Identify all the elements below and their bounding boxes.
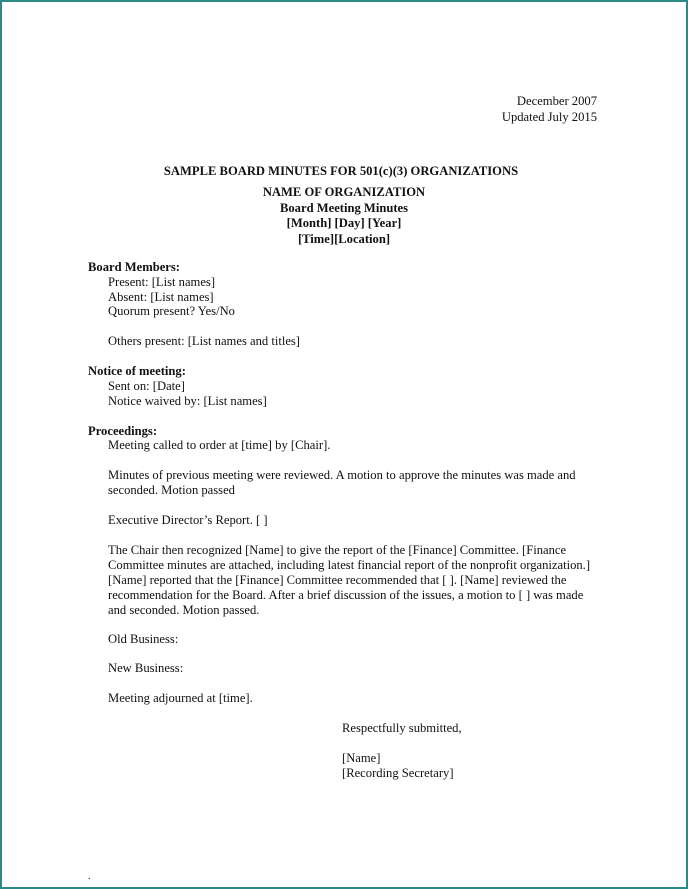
proceedings-heading: Proceedings: — [88, 424, 158, 438]
organization-name: NAME OF ORGANIZATION — [262, 185, 426, 199]
old-business: Old Business: — [108, 632, 179, 646]
absent-line: Absent: [List names] — [108, 290, 214, 304]
respectfully-submitted: Respectfully submitted, — [342, 721, 462, 735]
executive-director-report: Executive Director’s Report. [ ] — [108, 513, 268, 527]
document-title: SAMPLE BOARD MINUTES FOR 501(c)(3) ORGANIZATIONS — [163, 164, 519, 178]
notice-waived-by: Notice waived by: [List names] — [108, 394, 267, 408]
quorum-line: Quorum present? Yes/No — [108, 304, 235, 318]
minutes-subtitle: Board Meeting Minutes — [279, 201, 409, 215]
notice-sent-on: Sent on: [Date] — [108, 379, 185, 393]
finance-committee-report: The Chair then recognized [Name] to give the report of the [Finance] Committee. [Finance Committee minutes are attached, including latest financial report of the nonprofit organization.] [Name] reported that the [Finance] Committee recommended that [ ]. [Name] reviewed the recommendation for the Board. After a brief discussion of the issues, a motion to [ ] was made and seconded. Motion passed. — [108, 543, 591, 617]
signatory-name: [Name] — [342, 751, 381, 765]
present-line: Present: [List names] — [108, 275, 216, 289]
meeting-time-location: [Time][Location] — [297, 232, 391, 246]
others-present-line: Others present: [List names and titles] — [108, 334, 301, 348]
new-business: New Business: — [108, 661, 184, 675]
meeting-date: [Month] [Day] [Year] — [286, 216, 402, 230]
board-members-heading: Board Members: — [88, 260, 180, 274]
notice-heading: Notice of meeting: — [88, 364, 186, 378]
meeting-adjourned: Meeting adjourned at [time]. — [108, 691, 253, 705]
footer-mark: . — [88, 871, 91, 882]
minutes-reviewed: Minutes of previous meeting were reviewed. A motion to approve the minutes was made and seconded. Motion passed — [108, 468, 576, 497]
signatory-role: [Recording Secretary] — [342, 766, 454, 780]
date-updated: Updated July 2015 — [501, 110, 597, 124]
called-to-order: Meeting called to order at [time] by [Chair]. — [108, 438, 331, 452]
date-created: December 2007 — [516, 94, 597, 108]
